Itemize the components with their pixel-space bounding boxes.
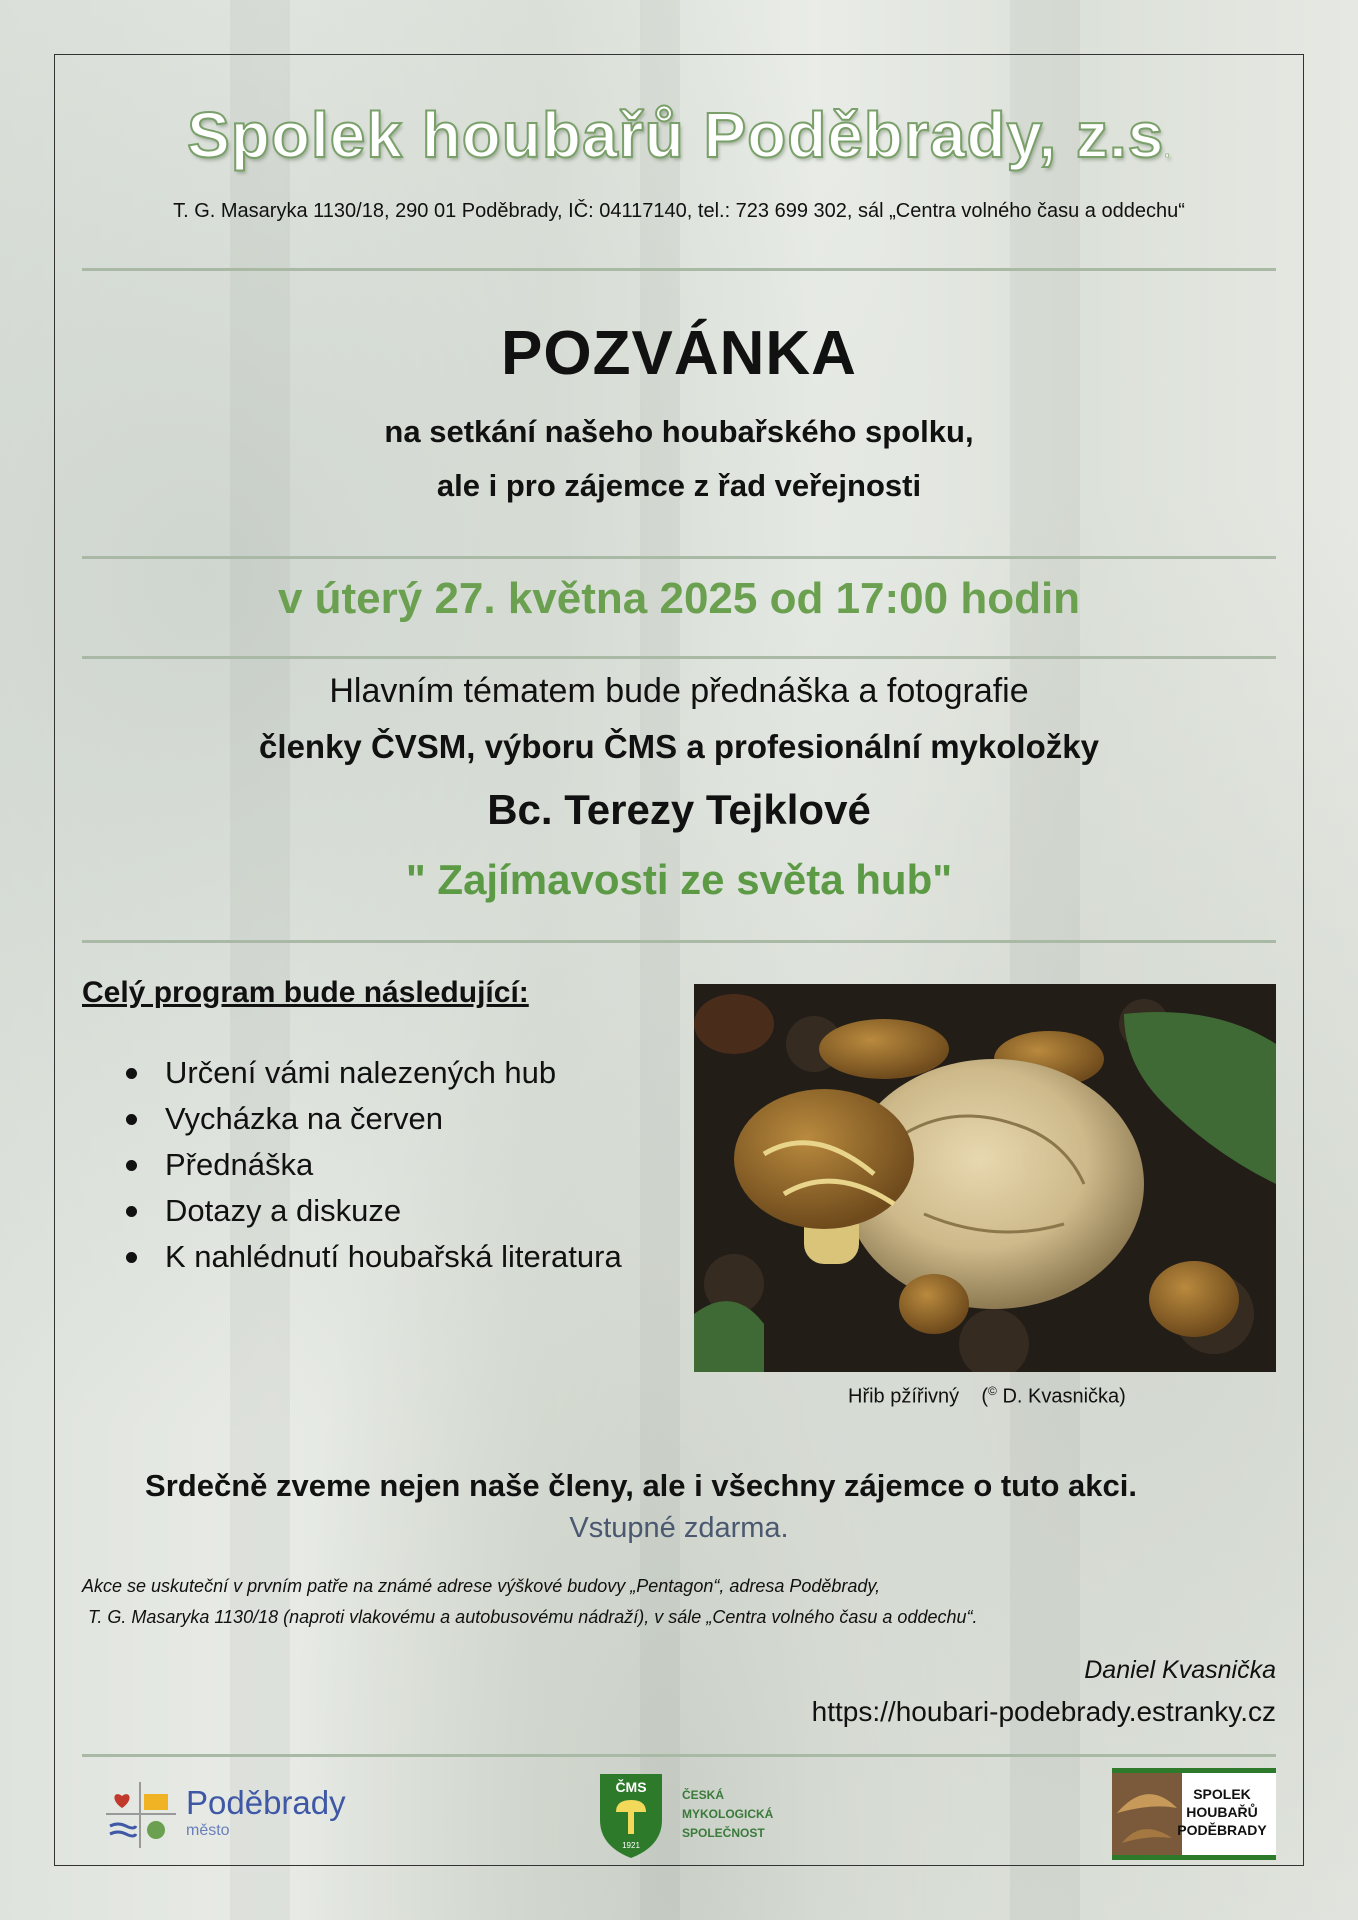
divider xyxy=(82,940,1276,943)
cms-logo xyxy=(596,1770,796,1860)
topic-line-2: členky ČVSM, výboru ČMS a profesionální mykoložky xyxy=(259,728,1099,765)
organization-title: Spolek houbařů Poděbrady, z.s. xyxy=(187,99,1171,171)
spolek-logo-text: SPOLEK HOUBAŘŮ PODĚBRADY xyxy=(1177,1786,1267,1838)
podebrady-logo-subtext: město xyxy=(186,1822,230,1839)
program-list xyxy=(126,1050,622,1280)
topic-line-1: Hlavním tématem bude přednáška a fotografie xyxy=(329,672,1029,710)
divider xyxy=(82,556,1276,559)
bullet-icon xyxy=(126,1068,137,1079)
list-item: Určení vámi nalezených hub xyxy=(126,1050,622,1096)
podebrady-emblem-icon xyxy=(100,1778,180,1850)
svg-text:1921: 1921 xyxy=(622,1841,640,1850)
entry-note: Vstupné zdarma. xyxy=(569,1512,789,1544)
invitation-title: POZVÁNKA xyxy=(501,319,857,388)
invitation-line-2: ale i pro zájemce z řad veřejnosti xyxy=(436,468,922,503)
spolek-logo xyxy=(1112,1768,1276,1860)
mushroom-photo xyxy=(694,984,1276,1372)
list-item: Dotazy a diskuze xyxy=(126,1188,622,1234)
divider xyxy=(82,268,1276,271)
podebrady-logo-text: Poděbrady xyxy=(186,1784,346,1821)
bullet-icon xyxy=(126,1160,137,1171)
lecture-title: " Zajímavosti ze světa hub" xyxy=(405,856,953,903)
website-link[interactable]: https://houbari-podebrady.estranky.cz xyxy=(811,1696,1276,1727)
list-item: K nahlédnutí houbařská literatura xyxy=(126,1234,622,1280)
welcome-text: Srdečně zveme nejen naše členy, ale i všechny zájemce o tuto akci. xyxy=(145,1468,1137,1503)
organization-address: T. G. Masaryka 1130/18, 290 01 Poděbrady, IČ: 04117140, tel.: 723 699 302, sál „Centra volného času a oddechu“ xyxy=(173,200,1185,222)
speaker-name: Bc. Terezy Tejklové xyxy=(487,786,871,833)
divider xyxy=(82,1754,1276,1757)
divider xyxy=(82,656,1276,659)
venue-note-line-2: T. G. Masaryka 1130/18 (naproti vlakovému a autobusovému nádraží), v sále „Centra volného času a oddechu“. xyxy=(88,1607,978,1627)
bullet-icon xyxy=(126,1114,137,1125)
photo-caption: Hřib pžířivný (© D. Kvasnička) xyxy=(848,1384,1126,1408)
podebrady-logo xyxy=(100,1778,350,1850)
list-item: Přednáška xyxy=(126,1142,622,1188)
event-date: v úterý 27. května 2025 od 17:00 hodin xyxy=(277,574,1081,623)
cms-shield-icon xyxy=(596,1770,666,1860)
cms-logo-text: ČESKÁ MYKOLOGICKÁ SPOLEČNOST xyxy=(682,1788,774,1840)
list-item: Vycházka na červen xyxy=(126,1096,622,1142)
venue-note-line-1: Akce se uskuteční v prvním patře na známé adrese výškové budovy „Pentagon“, adresa Poděbrady, xyxy=(82,1576,881,1596)
program-heading: Celý program bude následující: xyxy=(82,976,529,1009)
bullet-icon xyxy=(126,1252,137,1263)
signature: Daniel Kvasnička xyxy=(1084,1656,1276,1684)
svg-text:ČMS: ČMS xyxy=(615,1779,647,1795)
invitation-line-1: na setkání našeho houbařského spolku, xyxy=(384,414,974,449)
bullet-icon xyxy=(126,1206,137,1217)
